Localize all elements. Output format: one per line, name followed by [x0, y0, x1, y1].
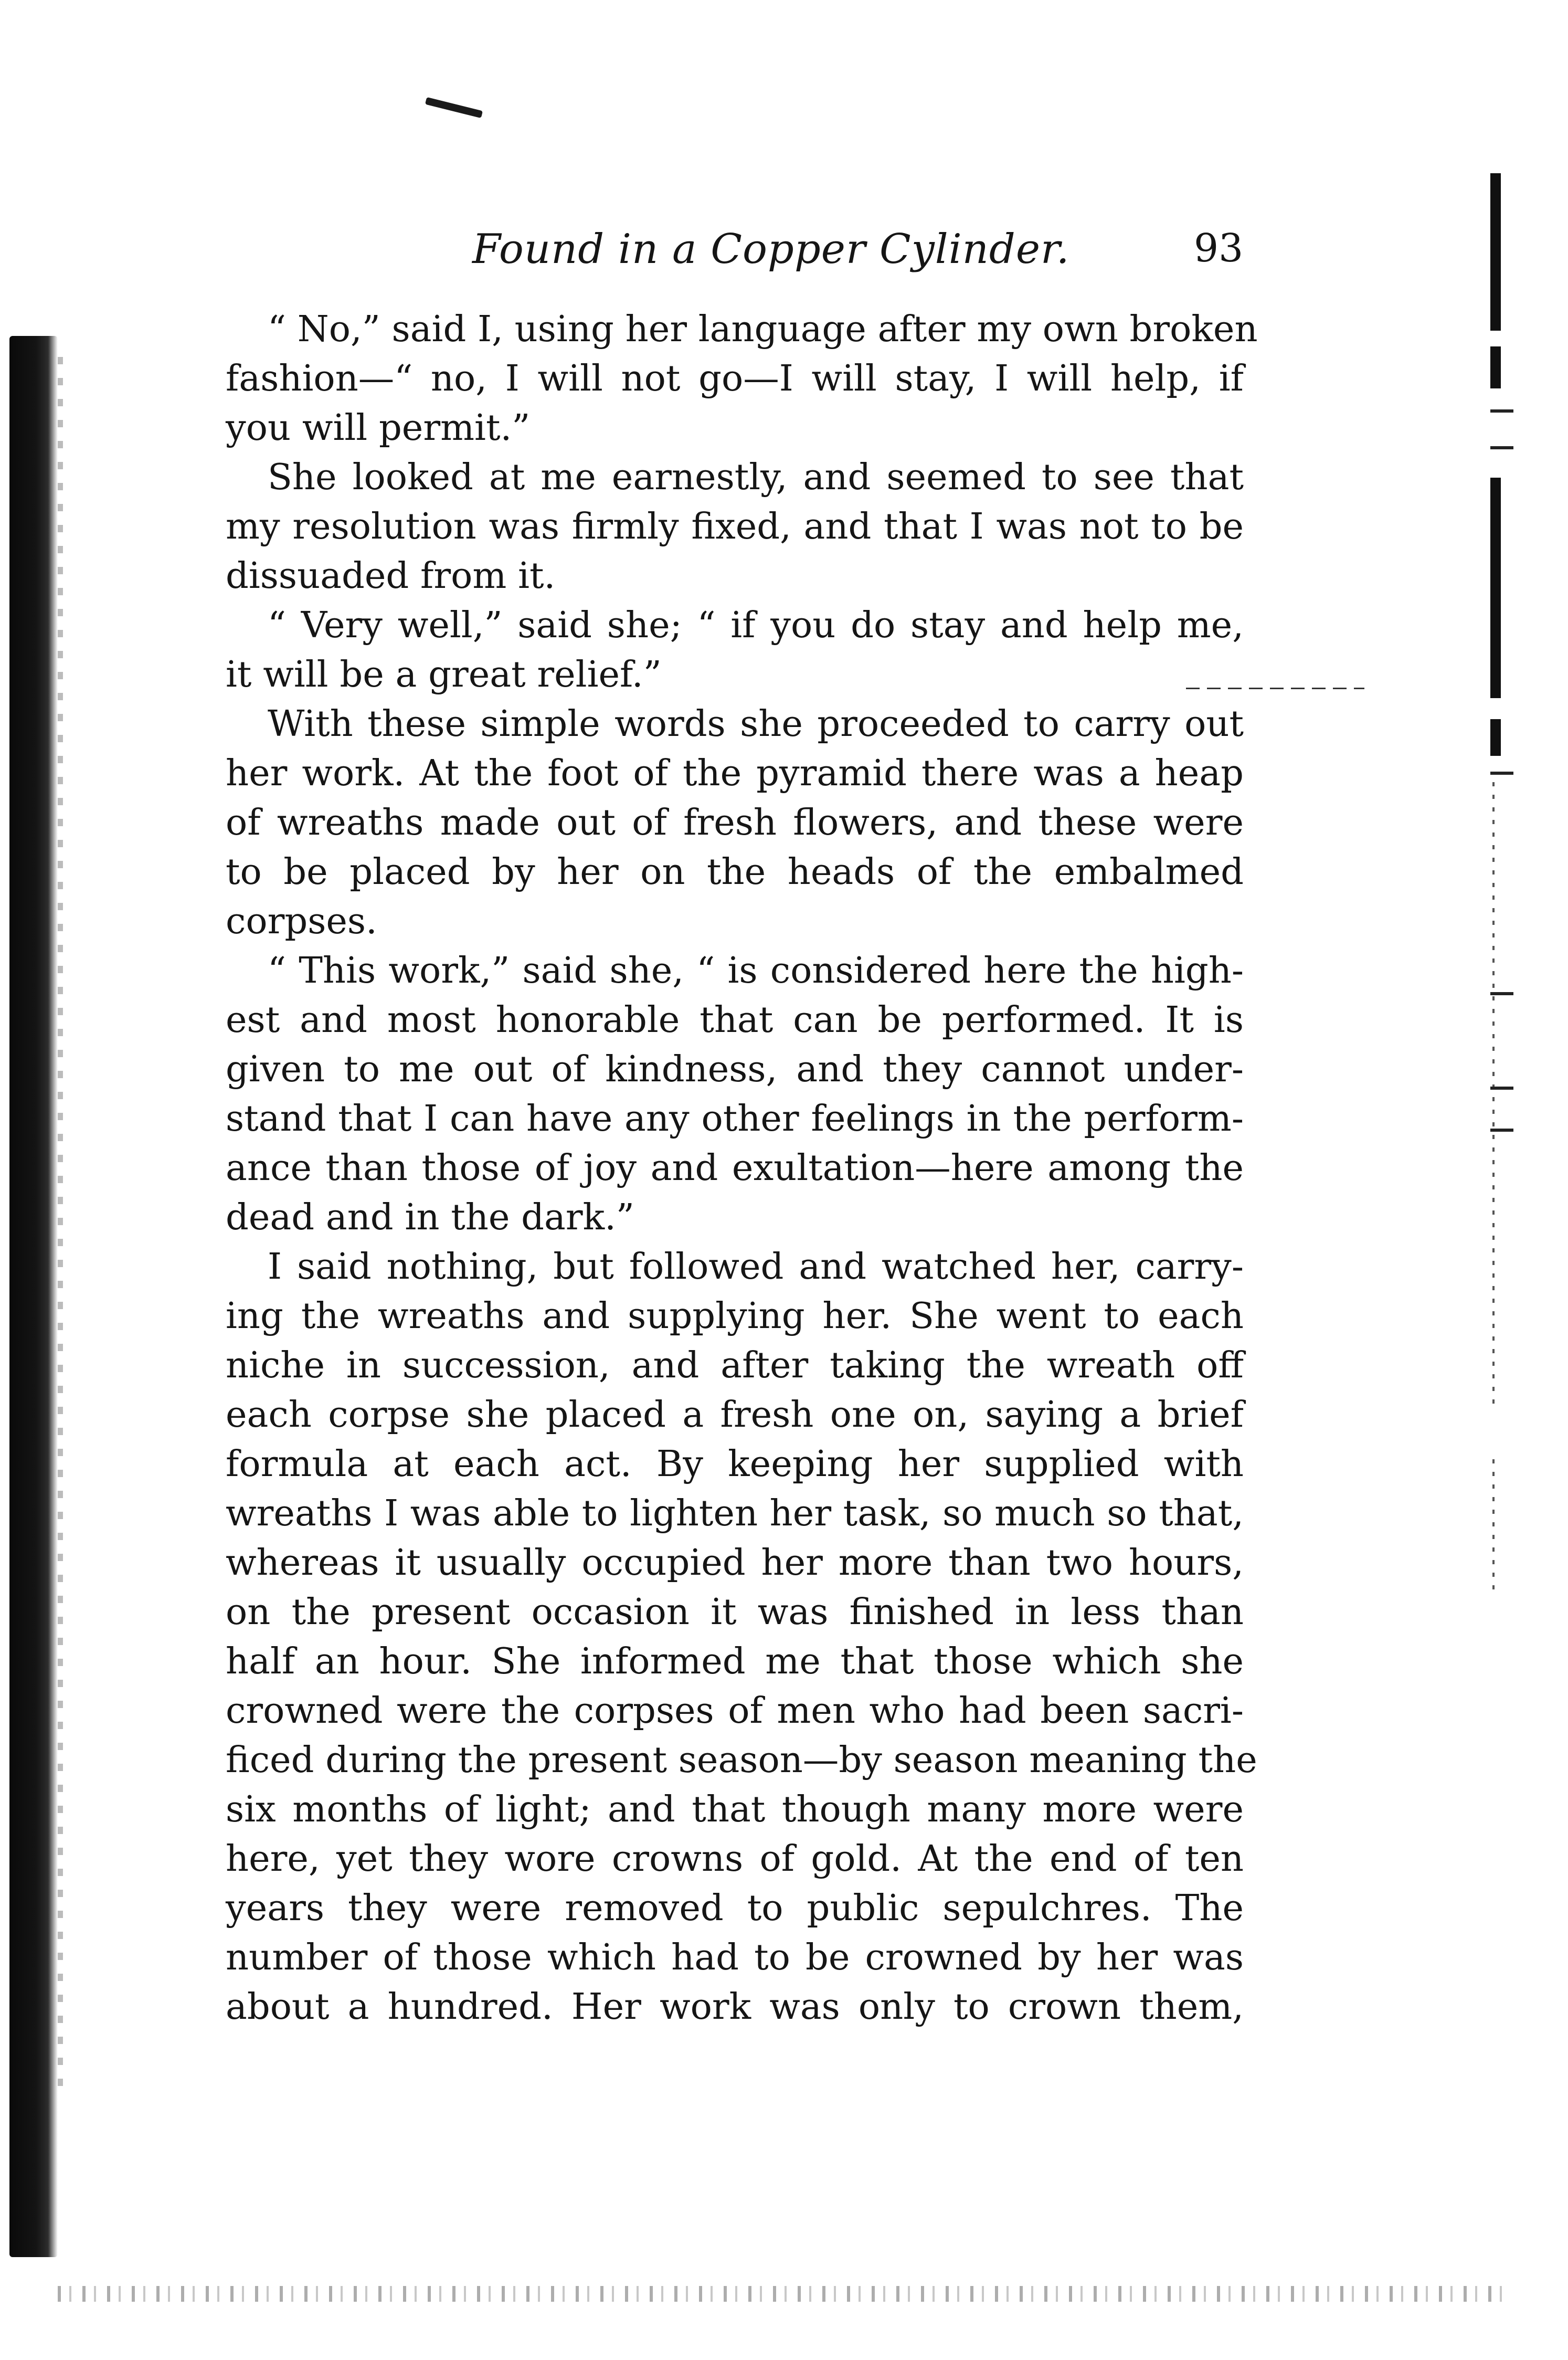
text-line: “ Very well,” said she; “ if you do stay and help me,	[268, 604, 1244, 646]
text-line: here, yet they wore crowns of gold. At the end of ten	[226, 1838, 1244, 1880]
text-line: dead and in the dark.”	[226, 1196, 634, 1238]
text-line: I said nothing, but followed and watched her, carry-	[268, 1246, 1244, 1288]
text-line: six months of light; and that though many more were	[226, 1788, 1244, 1830]
text-line: ing the wreaths and supplying her. She went to each	[226, 1295, 1244, 1337]
text-line: her work. At the foot of the pyramid there was a heap	[226, 752, 1244, 794]
text-line: given to me out of kindness, and they cannot under-	[226, 1048, 1244, 1090]
text-line: whereas it usually occupied her more than two hours,	[226, 1542, 1244, 1584]
text-line: fashion—“ no, I will not go—I will stay, I will help, if	[226, 357, 1244, 399]
text-line: half an hour. She informed me that those which she	[226, 1640, 1244, 1682]
binding-shadow	[9, 336, 58, 2257]
scan-edge-artifacts	[1490, 173, 1522, 1590]
text-line: of wreaths made out of fresh flowers, and these were	[226, 802, 1244, 844]
text-line: you will permit.”	[226, 407, 531, 449]
text-line: to be placed by her on the heads of the embalmed	[226, 851, 1244, 893]
text-line: She looked at me earnestly, and seemed to see that	[268, 456, 1244, 498]
binding-streak	[58, 357, 63, 2089]
text-line: With these simple words she proceeded to carry out	[268, 703, 1244, 745]
text-line: ance than those of joy and exultation—here among the	[226, 1147, 1244, 1189]
text-line: number of those which had to be crowned by her was	[226, 1936, 1244, 1978]
text-line: years they were removed to public sepulchres. The	[226, 1887, 1244, 1929]
text-line: niche in succession, and after taking the wreath off	[226, 1344, 1244, 1386]
ink-mark	[425, 97, 483, 118]
text-line: “ No,” said I, using her language after my own broken	[268, 308, 1258, 350]
text-line: crowned were the corpses of men who had been sacri-	[226, 1690, 1244, 1732]
text-line: formula at each act. By keeping her supplied with	[226, 1443, 1244, 1485]
scan-bottom-noise	[58, 2286, 1511, 2302]
text-line: about a hundred. Her work was only to crown them,	[226, 1986, 1244, 2028]
body-text	[226, 304, 1258, 2031]
text-line: on the present occasion it was finished in less than	[226, 1591, 1244, 1633]
text-line: est and most honorable that can be performed. It is	[226, 999, 1244, 1041]
text-line: corpses.	[226, 900, 377, 942]
text-line: dissuaded from it.	[226, 555, 556, 597]
text-line: “ This work,” said she, “ is considered here the high-	[268, 950, 1244, 992]
text-line: my resolution was firmly fixed, and that I was not to be	[226, 505, 1244, 547]
running-title: Found in a Copper Cylinder.	[472, 226, 1070, 273]
page-number: 93	[1194, 226, 1244, 271]
text-line: ficed during the present season—by season meaning the	[226, 1739, 1257, 1781]
text-line: each corpse she placed a fresh one on, saying a brief	[226, 1394, 1244, 1436]
text-line: it will be a great relief.”	[226, 654, 662, 696]
text-line: wreaths I was able to lighten her task, so much so that,	[226, 1492, 1244, 1534]
text-line: stand that I can have any other feelings in the perform-	[226, 1098, 1244, 1140]
